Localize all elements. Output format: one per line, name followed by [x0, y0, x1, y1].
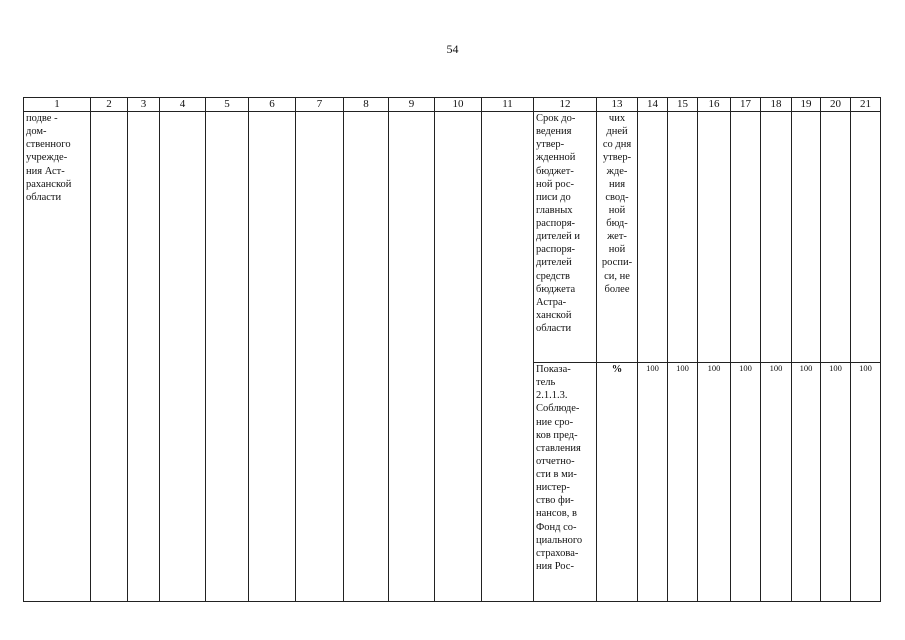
empty-cell — [249, 112, 296, 602]
empty-cell — [344, 112, 389, 602]
value-cell — [638, 112, 668, 363]
value-cell: 100 — [668, 363, 698, 602]
unit-cell: чих дней со дня утвер- жде- ния свод- ной бюд- жет- ной роспи- си, не более — [597, 112, 638, 363]
table-row — [24, 112, 881, 363]
column-header: 19 — [792, 98, 821, 112]
column-header: 21 — [851, 98, 881, 112]
column-header: 10 — [435, 98, 482, 112]
indicator-description-cell: Срок до- ведения утвер- жденной бюджет- ной рос- писи до главных распоря- дителей и распоря- дителей средств бюджета Астра- ханской области — [534, 112, 597, 363]
value-cell — [821, 112, 851, 363]
column-header: 14 — [638, 98, 668, 112]
column-header: 11 — [482, 98, 534, 112]
column-header: 8 — [344, 98, 389, 112]
value-cell: 100 — [821, 363, 851, 602]
value-cell: 100 — [851, 363, 881, 602]
column-header: 17 — [731, 98, 761, 112]
column-header: 7 — [296, 98, 344, 112]
value-cell: 100 — [638, 363, 668, 602]
institution-cell: подве - дом- ственного учрежде- ния Аст- раханской области — [24, 112, 91, 602]
unit-cell: % — [597, 363, 638, 602]
column-header: 18 — [761, 98, 792, 112]
value-cell — [792, 112, 821, 363]
empty-cell — [206, 112, 249, 602]
empty-cell — [160, 112, 206, 602]
column-header: 13 — [597, 98, 638, 112]
empty-cell — [128, 112, 160, 602]
column-header: 16 — [698, 98, 731, 112]
value-cell: 100 — [792, 363, 821, 602]
value-cell — [761, 112, 792, 363]
value-cell: 100 — [731, 363, 761, 602]
indicator-table — [23, 97, 881, 602]
empty-cell — [482, 112, 534, 602]
column-header: 1 — [24, 98, 91, 112]
page-number: 54 — [446, 42, 459, 56]
value-cell — [668, 112, 698, 363]
empty-cell — [296, 112, 344, 602]
value-cell: 100 — [698, 363, 731, 602]
column-header: 20 — [821, 98, 851, 112]
column-header: 4 — [160, 98, 206, 112]
empty-cell — [91, 112, 128, 602]
column-header: 5 — [206, 98, 249, 112]
column-header: 9 — [389, 98, 435, 112]
column-header: 15 — [668, 98, 698, 112]
value-cell — [851, 112, 881, 363]
column-header: 2 — [91, 98, 128, 112]
column-header: 3 — [128, 98, 160, 112]
indicator-description-cell: Показа- тель 2.1.1.3. Соблюде- ние сро- ков пред- ставления отчетно- сти в ми- нистер- ство фи- нансов, в Фонд со- циального страхова- ния Рос- — [534, 363, 597, 602]
value-cell: 100 — [761, 363, 792, 602]
value-cell — [731, 112, 761, 363]
value-cell — [698, 112, 731, 363]
empty-cell — [435, 112, 482, 602]
column-header: 12 — [534, 98, 597, 112]
column-header: 6 — [249, 98, 296, 112]
empty-cell — [389, 112, 435, 602]
column-number-row — [24, 98, 881, 112]
